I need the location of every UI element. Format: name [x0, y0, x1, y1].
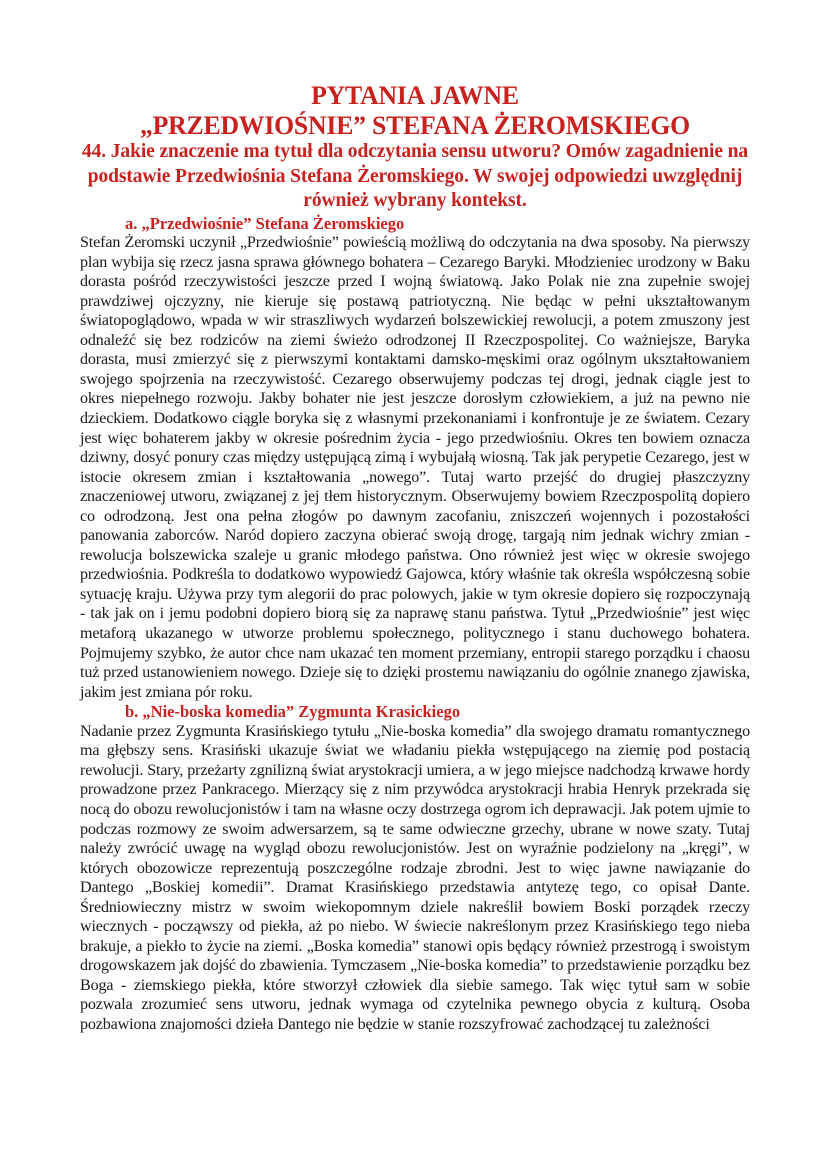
section-heading: b. „Nie-boska komedia” Zygmunta Krasickiego — [125, 702, 461, 722]
exam-question: 44. Jakie znaczenie ma tytuł dla odczytania sensu utworu? Omów zagadnienie na podstawie Przedwiośnia Stefana Żeromskiego. W swojej odpowiedzi uwzględnij również wybrany kontekst. — [81, 141, 749, 211]
document-title-line-2: „PRZEDWIOŚNIE” STEFANA ŻEROMSKIEGO — [140, 110, 690, 140]
section-body: Stefan Żeromski uczynił „Przedwiośnie” powieścią możliwą do odczytania na dwa sposoby. Na pierwszy plan wybija się rzecz jasna sprawa głównego bohatera – Cezarego Baryki. Młodzieniec urodzony w Baku dorasta pośród rzeczywistości jeszcze przed I wojną światową. Jako Polak nie zna zupełnie swojej prawdziwej ojczyzny, nie kieruje się postawą patriotyczną. Nie będąc w pełni ukształtowanym światopoglądowo, wpada w wir straszliwych wydarzeń bolszewickiej rewolucji, a potem zmuszony jest odnaleźć się bez rodziców na ziemi świeżo odrodzonej II Rzeczpospolitej. Co ważniejsze, Baryka dorasta, musi zmierzyć się z pierwszymi kontaktami damsko-męskimi oraz ogólnym ukształtowaniem swojego spojrzenia na rzeczywistość. Cezarego obserwujemy podczas tej drogi, jednak ciągle jest to okres niepełnego rozwoju. Jakby bohater nie jest jeszcze dorosłym człowiekiem, a już na pewno nie dzieckiem. Dodatkowo ciągle boryka się z własnymi przekonaniami i konfrontuje je ze światem. Cezary jest więc bohaterem jakby w okresie pośrednim życia - jego przedwiośniu. Okres ten bowiem oznacza dziwny, dosyć ponury czas między ustępującą zimą i wybujałą wiosną. Tak jak perypetie Cezarego, jest w istocie okresem zmian i kształtowania „nowego”. Tutaj warto przejść do drugiej płaszczyzny znaczeniowej utworu, związanej z jej tłem historycznym. Obserwujemy bowiem Rzeczpospolitą dopiero co odrodzoną. Jest ona pełna złogów po dawnym zacofaniu, zniszczeń wojennych i pozostałości panowania zaborców. Naród dopiero zaczyna obierać swoją drogę, targają nim jednak wichry zmian - rewolucja bolszewicka szaleje u granic młodego państwa. Ono również jest więc w okresie swojego przedwiośnia. Podkreśla to dodatkowo wypowiedź Gajowca, który właśnie tak określa współczesną sobie sytuację kraju. Używa przy tym alegorii do prac polowych, jakie w tym okresie dopiero się rozpoczynają - tak jak on i jemu podobni dopiero biorą się za naprawę stanu państwa. Tytuł „Przedwiośnie” jest więc metaforą ukazanego w utworze problemu społecznego, politycznego i stanu duchowego bohatera. Pojmujemy szybko, że autor chce nam ukazać ten moment przemiany, entropii starego porządku i chaosu tuż przed ustanowieniem nowego. Dzieje się to dzięki prostemu nawiązaniu do ogólnie znanego zjawiska, jakim jest zmiana pór roku. — [80, 234, 750, 701]
section-przedwiosnie — [80, 214, 750, 703]
section-heading: a. „Przedwiośnie” Stefana Żeromskiego — [125, 213, 405, 233]
section-nie-boska-komedia — [80, 702, 750, 1034]
section-body: Nadanie przez Zygmunta Krasińskiego tytułu „Nie-boska komedia” dla swojego dramatu romantycznego ma głębszy sens. Krasiński ukazuje świat we władaniu piekła wstępującego na ziemię pod postacią rewolucji. Stary, przeżarty zgnilizną świat arystokracji umiera, a w jego miejsce nadchodzą krwawe hordy prowadzone przez Pankracego. Mierzący się z nim przywódca arystokracji hrabia Henryk przekrada się nocą do obozu rewolucjonistów i tam na własne oczy dostrzega ogrom ich deprawacji. Jak potem ujmie to podczas rozmowy ze swoim adwersarzem, są te same odwieczne grzechy, ubrane w nowe szaty. Tutaj należy zwrócić uwagę na wygląd obozu rewolucjonistów. Jest on wyraźnie podzielony na „kręgi”, w których obozowicze reprezentują poszczególne rodzaje zbrodni. Jest to więc jawne nawiązanie do Dantego „Boskiej komedii”. Dramat Krasińskiego przedstawia antytezę tego, co opisał Dante. Średniowieczny mistrz w swoim wiekopomnym dziele nakreślił bowiem Boski porządek rzeczy wiecznych - począwszy od piekła, aż po niebo. W świecie nakreślonym przez Krasińskiego tego nieba brakuje, a piekło to życie na ziemi. „Boska komedia” stanowi opis będący również przestrogą i swoistym drogowskazem jak dojść do zbawienia. Tymczasem „Nie-boska komedia” to przedstawienie porządku bez Boga - ziemskiego piekła, które stworzył człowiek dla siebie samego. Tak więc tytuł sam w sobie pozwala zrozumieć sens utworu, jednak wymaga od czytelnika pewnego obycia z kulturą. Osoba pozbawiona znajomości dzieła Dantego nie będzie w stanie rozszyfrować zachodzącej tu zależności — [80, 722, 750, 1034]
document-title-line-1: PYTANIA JAWNE — [311, 80, 519, 110]
document-page — [80, 80, 750, 1035]
